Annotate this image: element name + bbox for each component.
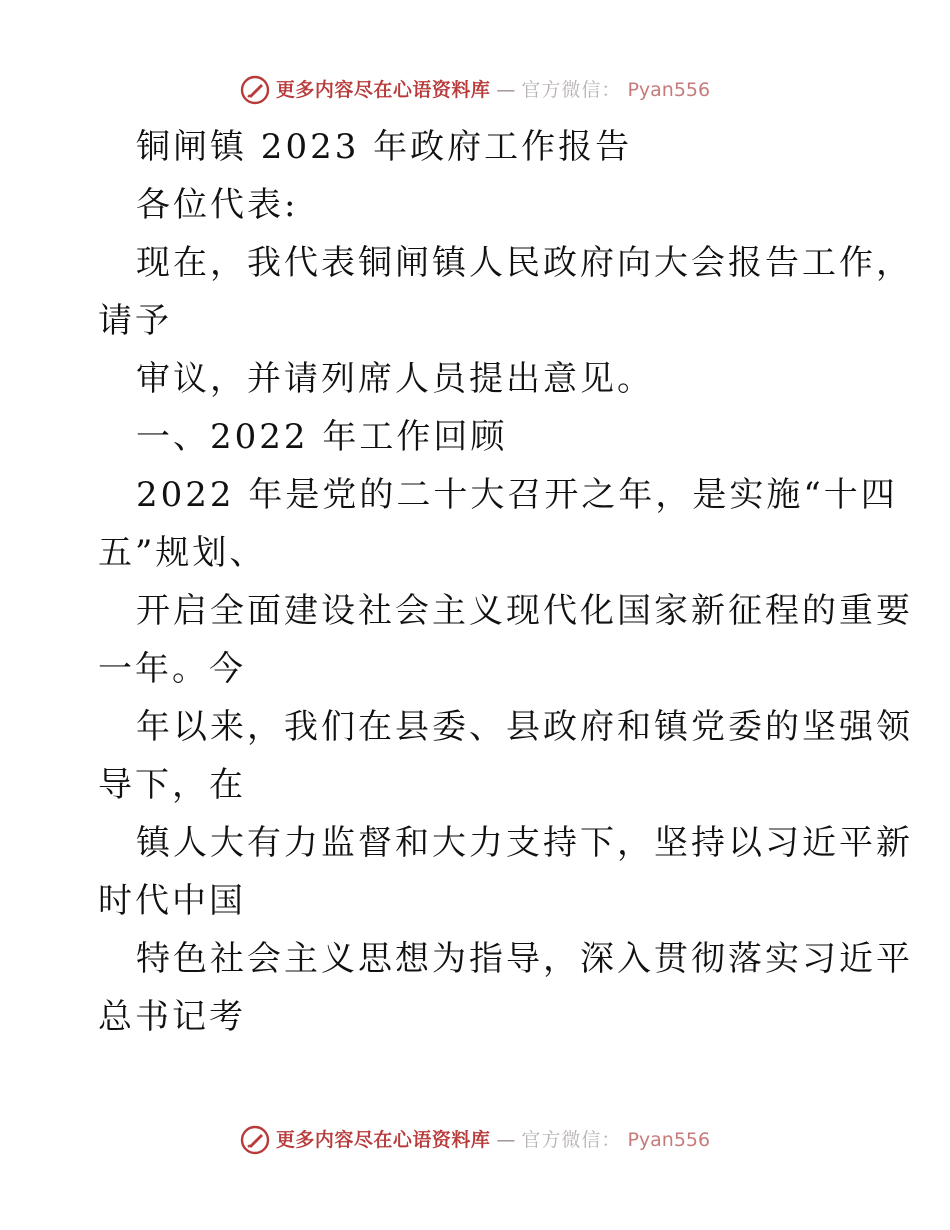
doc-line: 特色社会主义思想为指导，深入贯彻落实习近平: [136, 939, 913, 979]
doc-line: 镇人大有力监督和大力支持下，坚持以习近平新: [136, 823, 913, 863]
doc-line: 时代中国: [98, 881, 246, 921]
doc-line: 总书记考: [98, 997, 246, 1037]
watermark-main-text: 更多内容尽在心语资料库: [275, 78, 491, 101]
document-title: 铜闸镇 2023 年政府工作报告: [136, 127, 633, 167]
doc-line: 2022 年是党的二十大召开之年，是实施“十四: [136, 475, 898, 515]
doc-line: 开启全面建设社会主义现代化国家新征程的重要: [136, 591, 913, 631]
doc-line: 各位代表:: [136, 185, 299, 225]
watermark-banner-bottom: [0, 1120, 950, 1160]
quill-logo-icon: [240, 75, 270, 105]
watermark-dash: —: [496, 1128, 516, 1151]
doc-line: 导下，在: [98, 765, 246, 805]
watermark-sub-text: 官方微信：: [521, 78, 622, 101]
watermark-sub-text: 官方微信：: [521, 1128, 622, 1151]
doc-line: 请予: [98, 301, 172, 341]
document-body: [98, 118, 913, 1046]
doc-line: 五”规划、: [98, 533, 267, 573]
watermark-wechat-id: Pyan556: [627, 78, 711, 101]
doc-line: 一年。今: [98, 649, 246, 689]
watermark-banner-top: [0, 70, 950, 110]
doc-line: 现在，我代表铜闸镇人民政府向大会报告工作，: [136, 243, 913, 283]
watermark-wechat-id: Pyan556: [627, 1128, 711, 1151]
watermark-dash: —: [496, 78, 516, 101]
watermark-main-text: 更多内容尽在心语资料库: [275, 1128, 491, 1151]
quill-logo-icon: [240, 1125, 270, 1155]
doc-line: 审议，并请列席人员提出意见。: [136, 359, 654, 399]
doc-line: 年以来，我们在县委、县政府和镇党委的坚强领: [136, 707, 913, 747]
doc-line: 一、2022 年工作回顾: [136, 417, 508, 457]
